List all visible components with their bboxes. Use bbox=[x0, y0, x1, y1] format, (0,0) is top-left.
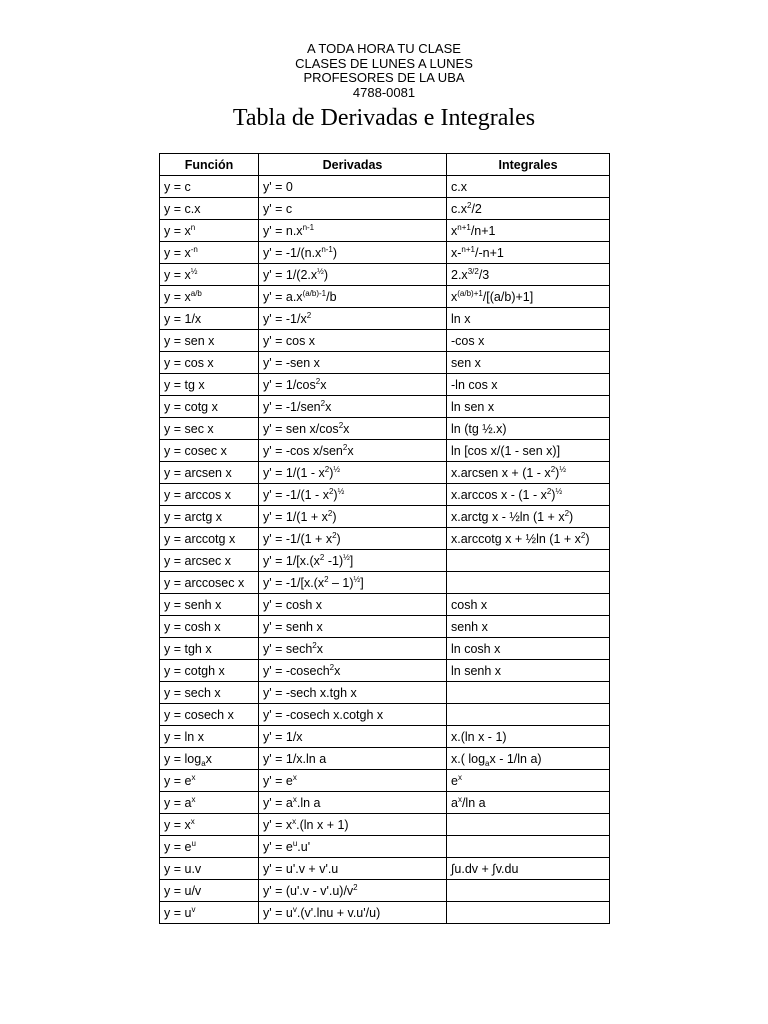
header-line-3: PROFESORES DE LA UBA bbox=[303, 70, 465, 85]
table-row bbox=[160, 638, 610, 660]
derivada-cell: $y' = n.x^{n-1}$ bbox=[259, 220, 447, 242]
column-header-funcion: Función bbox=[160, 154, 259, 176]
derivada-cell: y' = 1/x bbox=[259, 726, 447, 748]
funcion-cell: $y = x^{-n}$ bbox=[160, 242, 259, 264]
derivada-cell: $y' = 1/(1 + x^2)$ bbox=[259, 506, 447, 528]
table-row bbox=[160, 902, 610, 924]
integral-cell: x.arccos x - $(1 - x^2)^{\frac{1}{2}}$ bbox=[447, 484, 610, 506]
integral-cell: x.arcsen $x + (1 - x^2)^{\frac{1}{2}}$ bbox=[447, 462, 610, 484]
derivada-cell: $y' = x^x.(\ln$ x + 1) bbox=[259, 814, 447, 836]
header-block bbox=[0, 42, 768, 100]
table-row bbox=[160, 286, 610, 308]
integral-cell bbox=[447, 902, 610, 924]
integral-cell: ln x bbox=[447, 308, 610, 330]
derivada-cell: $y' = -1/x^2$ bbox=[259, 308, 447, 330]
table-header-row bbox=[160, 154, 610, 176]
derivada-cell: y' = u'.v + v'.u bbox=[259, 858, 447, 880]
funcion-cell: y = cotg x bbox=[160, 396, 259, 418]
table-row bbox=[160, 660, 610, 682]
derivada-cell: $y' = u^v.(v'.\ln u + v.u'/u)$ bbox=[259, 902, 447, 924]
integral-cell bbox=[447, 682, 610, 704]
table-row bbox=[160, 220, 610, 242]
derivada-cell: $y' = 1/\cos^2x$ bbox=[259, 374, 447, 396]
table-row bbox=[160, 264, 610, 286]
funcion-cell: $y = x^x$ bbox=[160, 814, 259, 836]
funcion-cell: y = sen x bbox=[160, 330, 259, 352]
funcion-cell: y = u.v bbox=[160, 858, 259, 880]
funcion-cell: y = cosec x bbox=[160, 440, 259, 462]
column-header-integrales: Integrales bbox=[447, 154, 610, 176]
funcion-cell: y = arctg x bbox=[160, 506, 259, 528]
integral-cell: -cos x bbox=[447, 330, 610, 352]
derivada-cell: $y' = 1/[x.(x^2$ -1)$^{\frac{1}{2}}$] bbox=[259, 550, 447, 572]
table-row bbox=[160, 374, 610, 396]
integral-cell: ln senh x bbox=[447, 660, 610, 682]
funcion-cell: $y = a^x$ bbox=[160, 792, 259, 814]
table-row bbox=[160, 770, 610, 792]
derivada-cell: y' = sen $x/\cos^2x$ bbox=[259, 418, 447, 440]
derivada-cell: $y' = e^u.u'$ bbox=[259, 836, 447, 858]
derivada-cell: y' = -cosech$^2$x bbox=[259, 660, 447, 682]
derivada-cell: $y' = -1/(1 + x^2)$ bbox=[259, 528, 447, 550]
funcion-cell: $y = e^u$ bbox=[160, 836, 259, 858]
derivada-cell: y' = 1/x.ln a bbox=[259, 748, 447, 770]
header-phone: 4788-0081 bbox=[352, 84, 416, 100]
integral-cell: $e^x$ bbox=[447, 770, 610, 792]
funcion-cell: y = ln x bbox=[160, 726, 259, 748]
derivada-cell: y' = -cosech x.cotgh x bbox=[259, 704, 447, 726]
derivada-cell: $y' = a.x^{(a/b)-1}/b$ bbox=[259, 286, 447, 308]
table-row bbox=[160, 242, 610, 264]
derivada-cell: $y' = -1/[x.(x^2 - 1)^{\frac{1}{2}}]$ bbox=[259, 572, 447, 594]
integral-cell: ∫u.dv + ∫v.du bbox=[447, 858, 610, 880]
integral-cell: sen x bbox=[447, 352, 610, 374]
integral-cell bbox=[447, 572, 610, 594]
funcion-cell: $y = u^v$ bbox=[160, 902, 259, 924]
integral-cell: senh x bbox=[447, 616, 610, 638]
table-row bbox=[160, 528, 610, 550]
funcion-cell: y = arcsec x bbox=[160, 550, 259, 572]
page-title: Tabla de Derivadas e Integrales bbox=[232, 105, 536, 131]
table-row bbox=[160, 836, 610, 858]
derivada-cell: y' = -sech x.tgh x bbox=[259, 682, 447, 704]
derivada-cell: $y' = -1/(1 - x^2)^{\frac{1}{2}}$ bbox=[259, 484, 447, 506]
table-row bbox=[160, 396, 610, 418]
derivada-cell: y' = -sen x bbox=[259, 352, 447, 374]
integral-cell: ln sen x bbox=[447, 396, 610, 418]
integral-cell: $2.x^{3/2}/3$ bbox=[447, 264, 610, 286]
funcion-cell: y = 1/x bbox=[160, 308, 259, 330]
integral-cell: ln cosh x bbox=[447, 638, 610, 660]
derivada-cell: $y' = e^x$ bbox=[259, 770, 447, 792]
table-row bbox=[160, 814, 610, 836]
funcion-cell: y = cotgh x bbox=[160, 660, 259, 682]
integral-cell: x.( $\log_ax - 1/\ln$ a) bbox=[447, 748, 610, 770]
integral-cell: $c.x^2/2$ bbox=[447, 198, 610, 220]
derivada-cell: y' = cosh x bbox=[259, 594, 447, 616]
funcion-cell: y = sec x bbox=[160, 418, 259, 440]
funcion-cell: y = arccosec x bbox=[160, 572, 259, 594]
integral-cell bbox=[447, 880, 610, 902]
table-row bbox=[160, 682, 610, 704]
table-row bbox=[160, 352, 610, 374]
integral-cell bbox=[447, 704, 610, 726]
funcion-cell: y = senh x bbox=[160, 594, 259, 616]
funcion-cell: y = cosh x bbox=[160, 616, 259, 638]
funcion-cell: y = arccotg x bbox=[160, 528, 259, 550]
table-row bbox=[160, 594, 610, 616]
integral-cell: $x^{n+1}/n+1$ bbox=[447, 220, 610, 242]
table-row bbox=[160, 748, 610, 770]
integral-cell bbox=[447, 550, 610, 572]
funcion-cell: y = u/v bbox=[160, 880, 259, 902]
derivada-cell: $y' = 1/(1 - x^2)^{\frac{1}{2}}$ bbox=[259, 462, 447, 484]
table-row bbox=[160, 726, 610, 748]
derivada-cell: y' = -cos x/sen$^2$x bbox=[259, 440, 447, 462]
table-row bbox=[160, 880, 610, 902]
derivada-cell: $y' = a^x.\ln$ a bbox=[259, 792, 447, 814]
table-row bbox=[160, 858, 610, 880]
table-row bbox=[160, 462, 610, 484]
integral-cell bbox=[447, 836, 610, 858]
funcion-cell: y = arccos x bbox=[160, 484, 259, 506]
derivada-cell: y' = 0 bbox=[259, 176, 447, 198]
derivada-cell: y' = sech$^2$x bbox=[259, 638, 447, 660]
funcion-cell: y = cos x bbox=[160, 352, 259, 374]
derivada-cell: $y' = -1/(n.x^{n-1})$ bbox=[259, 242, 447, 264]
derivada-cell: $y' = (u'.v - v'.u)/v^2$ bbox=[259, 880, 447, 902]
integral-cell: $x^{(a/b)+1}/[(a/b)+1]$ bbox=[447, 286, 610, 308]
header-line-1: A TODA HORA TU CLASE bbox=[307, 41, 461, 56]
integral-cell bbox=[447, 814, 610, 836]
derivada-cell: y' = cos x bbox=[259, 330, 447, 352]
table-row bbox=[160, 616, 610, 638]
table-row bbox=[160, 572, 610, 594]
funcion-cell: $y = \log_ax$ bbox=[160, 748, 259, 770]
table-body bbox=[160, 176, 610, 924]
funcion-cell: $y = x^{\frac{1}{2}}$ bbox=[160, 264, 259, 286]
funcion-cell: y = tg x bbox=[160, 374, 259, 396]
table-row bbox=[160, 308, 610, 330]
funcion-cell: y = sech x bbox=[160, 682, 259, 704]
integral-cell: $a^x/\ln$ a bbox=[447, 792, 610, 814]
header-line-2: CLASES DE LUNES A LUNES bbox=[295, 55, 473, 71]
funcion-cell: y = cosech x bbox=[160, 704, 259, 726]
funcion-cell: $y = e^x$ bbox=[160, 770, 259, 792]
integral-cell: cosh x bbox=[447, 594, 610, 616]
funcion-cell: y = arcsen x bbox=[160, 462, 259, 484]
column-header-derivadas: Derivadas bbox=[259, 154, 447, 176]
integral-cell: x.(ln x - 1) bbox=[447, 726, 610, 748]
derivatives-table bbox=[159, 153, 610, 924]
table-row bbox=[160, 440, 610, 462]
integral-cell: x.arctg x - ½ln $(1 + x^2)$ bbox=[447, 506, 610, 528]
table-row bbox=[160, 506, 610, 528]
funcion-cell: $y = x^n$ bbox=[160, 220, 259, 242]
derivada-cell: y' = -1/sen$^2$x bbox=[259, 396, 447, 418]
derivada-cell: $y' = 1/(2.x^{\frac{1}{2}})$ bbox=[259, 264, 447, 286]
integral-cell: c.x bbox=[447, 176, 610, 198]
table-row bbox=[160, 198, 610, 220]
integral-cell: x.arccotg x + ½ln $(1 + x^2)$ bbox=[447, 528, 610, 550]
funcion-cell: $y = x^{a/b}$ bbox=[160, 286, 259, 308]
table-row bbox=[160, 330, 610, 352]
integral-cell: x-$^{n+1}$/-n+1 bbox=[447, 242, 610, 264]
table-row bbox=[160, 176, 610, 198]
funcion-cell: y = tgh x bbox=[160, 638, 259, 660]
integral-cell: ln [cos x/(1 - sen x)] bbox=[447, 440, 610, 462]
table-row bbox=[160, 484, 610, 506]
table-row bbox=[160, 792, 610, 814]
funcion-cell: y = c.x bbox=[160, 198, 259, 220]
derivada-cell: y' = c bbox=[259, 198, 447, 220]
funcion-cell: y = c bbox=[160, 176, 259, 198]
table-row bbox=[160, 550, 610, 572]
integral-cell: -ln cos x bbox=[447, 374, 610, 396]
derivada-cell: y' = senh x bbox=[259, 616, 447, 638]
table-row bbox=[160, 418, 610, 440]
integral-cell: ln (tg ½.x) bbox=[447, 418, 610, 440]
table-row bbox=[160, 704, 610, 726]
